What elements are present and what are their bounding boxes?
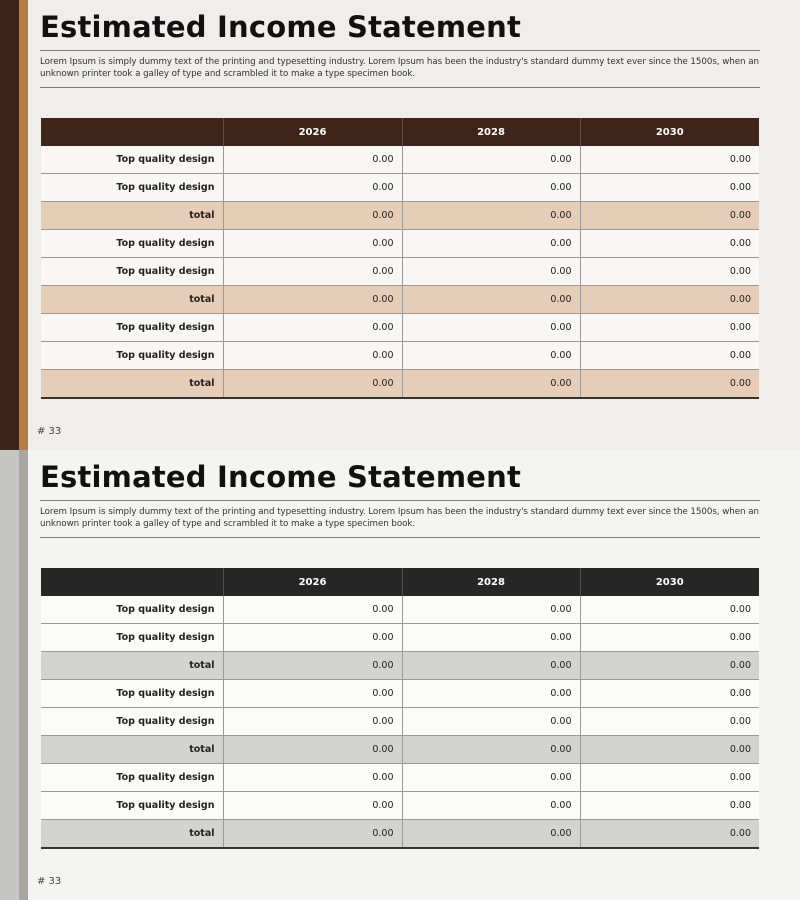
slide-description: Lorem Ipsum is simply dummy text of the printing and typesetting industry. Lorem Ipsum has been the industry's standard dummy text ever since the 1500s, when an unknown printer took a galley of type and scrambled it to make a type specimen book. — [40, 507, 759, 529]
accent-bar-light — [19, 450, 28, 900]
table-row — [41, 174, 759, 202]
table-body — [41, 146, 759, 398]
row-label: Top quality design — [41, 174, 223, 202]
accent-bar-dark — [0, 0, 19, 450]
slide-gray — [0, 450, 800, 900]
divider-top — [40, 500, 760, 501]
page-number: # 33 — [37, 876, 62, 887]
header-cell-year: 2026 — [223, 568, 402, 596]
total-row — [41, 652, 759, 680]
table-body — [41, 596, 759, 848]
row-label: Top quality design — [41, 680, 223, 708]
value-cell: 0.00 — [580, 680, 759, 708]
row-label: Top quality design — [41, 146, 223, 174]
value-cell: 0.00 — [223, 146, 402, 174]
value-cell: 0.00 — [580, 708, 759, 736]
value-cell: 0.00 — [223, 736, 402, 764]
value-cell: 0.00 — [223, 342, 402, 370]
row-label: total — [41, 286, 223, 314]
header-cell-year: 2028 — [402, 568, 580, 596]
value-cell: 0.00 — [223, 820, 402, 849]
row-label: total — [41, 370, 223, 399]
value-cell: 0.00 — [580, 202, 759, 230]
value-cell: 0.00 — [223, 680, 402, 708]
value-cell: 0.00 — [402, 708, 580, 736]
table-row — [41, 792, 759, 820]
header-cell-blank — [41, 568, 223, 596]
table-row — [41, 146, 759, 174]
value-cell: 0.00 — [402, 230, 580, 258]
total-row — [41, 286, 759, 314]
row-label: Top quality design — [41, 708, 223, 736]
value-cell: 0.00 — [580, 286, 759, 314]
value-cell: 0.00 — [402, 314, 580, 342]
value-cell: 0.00 — [223, 230, 402, 258]
value-cell: 0.00 — [223, 624, 402, 652]
value-cell: 0.00 — [402, 258, 580, 286]
value-cell: 0.00 — [580, 314, 759, 342]
value-cell: 0.00 — [402, 792, 580, 820]
total-row — [41, 736, 759, 764]
slide-description: Lorem Ipsum is simply dummy text of the printing and typesetting industry. Lorem Ipsum has been the industry's standard dummy text ever since the 1500s, when an unknown printer took a galley of type and scrambled it to make a type specimen book. — [40, 57, 759, 79]
table-row — [41, 764, 759, 792]
income-table — [41, 118, 759, 399]
accent-bar-dark — [0, 450, 19, 900]
header-cell-blank — [41, 118, 223, 146]
row-label: total — [41, 820, 223, 849]
value-cell: 0.00 — [580, 370, 759, 399]
value-cell: 0.00 — [402, 174, 580, 202]
value-cell: 0.00 — [223, 652, 402, 680]
row-label: Top quality design — [41, 792, 223, 820]
row-label: Top quality design — [41, 764, 223, 792]
value-cell: 0.00 — [402, 596, 580, 624]
row-label: total — [41, 652, 223, 680]
row-label: Top quality design — [41, 596, 223, 624]
value-cell: 0.00 — [580, 652, 759, 680]
value-cell: 0.00 — [580, 174, 759, 202]
total-row — [41, 370, 759, 399]
divider-bottom — [40, 537, 760, 538]
table-row — [41, 258, 759, 286]
value-cell: 0.00 — [580, 230, 759, 258]
value-cell: 0.00 — [223, 174, 402, 202]
value-cell: 0.00 — [402, 624, 580, 652]
value-cell: 0.00 — [402, 286, 580, 314]
accent-bar-light — [19, 0, 28, 450]
income-table — [41, 568, 759, 849]
header-cell-year: 2026 — [223, 118, 402, 146]
header-cell-year: 2030 — [580, 118, 759, 146]
value-cell: 0.00 — [223, 708, 402, 736]
value-cell: 0.00 — [580, 736, 759, 764]
value-cell: 0.00 — [580, 342, 759, 370]
value-cell: 0.00 — [402, 202, 580, 230]
value-cell: 0.00 — [580, 258, 759, 286]
row-label: Top quality design — [41, 342, 223, 370]
value-cell: 0.00 — [402, 370, 580, 399]
value-cell: 0.00 — [580, 596, 759, 624]
value-cell: 0.00 — [223, 792, 402, 820]
row-label: total — [41, 736, 223, 764]
divider-top — [40, 50, 760, 51]
value-cell: 0.00 — [223, 202, 402, 230]
value-cell: 0.00 — [580, 792, 759, 820]
value-cell: 0.00 — [402, 342, 580, 370]
table-row — [41, 624, 759, 652]
table-row — [41, 708, 759, 736]
value-cell: 0.00 — [580, 764, 759, 792]
value-cell: 0.00 — [223, 596, 402, 624]
table-header — [41, 568, 759, 596]
table-row — [41, 230, 759, 258]
total-row — [41, 202, 759, 230]
table-row — [41, 342, 759, 370]
value-cell: 0.00 — [580, 146, 759, 174]
value-cell: 0.00 — [402, 736, 580, 764]
row-label: total — [41, 202, 223, 230]
page-number: # 33 — [37, 426, 62, 437]
value-cell: 0.00 — [402, 820, 580, 849]
value-cell: 0.00 — [223, 314, 402, 342]
slide-title: Estimated Income Statement — [40, 10, 522, 44]
header-cell-year: 2028 — [402, 118, 580, 146]
value-cell: 0.00 — [580, 820, 759, 849]
value-cell: 0.00 — [402, 146, 580, 174]
row-label: Top quality design — [41, 258, 223, 286]
table-row — [41, 314, 759, 342]
row-label: Top quality design — [41, 230, 223, 258]
row-label: Top quality design — [41, 314, 223, 342]
value-cell: 0.00 — [223, 286, 402, 314]
value-cell: 0.00 — [402, 652, 580, 680]
value-cell: 0.00 — [402, 764, 580, 792]
value-cell: 0.00 — [402, 680, 580, 708]
value-cell: 0.00 — [223, 370, 402, 399]
table-header — [41, 118, 759, 146]
header-cell-year: 2030 — [580, 568, 759, 596]
table-row — [41, 680, 759, 708]
slide-title: Estimated Income Statement — [40, 460, 522, 494]
value-cell: 0.00 — [580, 624, 759, 652]
divider-bottom — [40, 87, 760, 88]
value-cell: 0.00 — [223, 764, 402, 792]
total-row — [41, 820, 759, 849]
table-row — [41, 596, 759, 624]
value-cell: 0.00 — [223, 258, 402, 286]
row-label: Top quality design — [41, 624, 223, 652]
